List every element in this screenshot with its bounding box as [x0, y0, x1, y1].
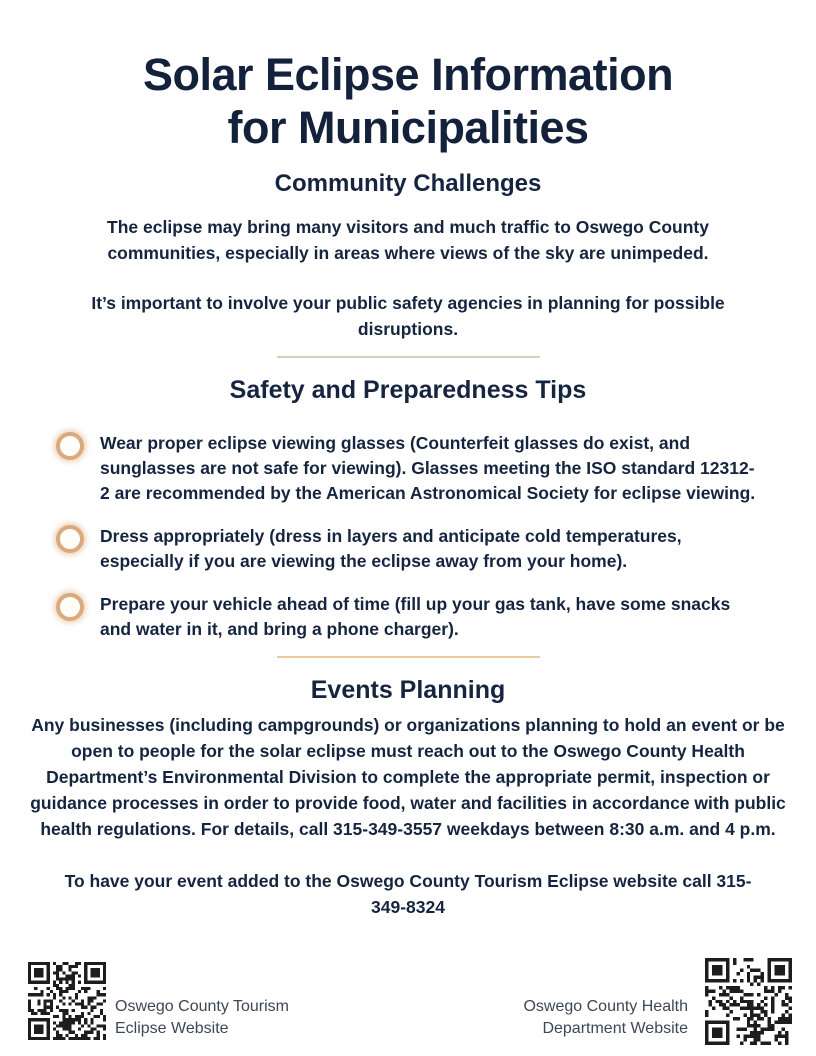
- events-planning-paragraph: Any businesses (including campgrounds) or organizations planning to hold an event or be open to people for the solar eclipse must reach out to the Oswego County Health Department’s Environmental Division to complete the appropriate permit, inspection or guidance processes in order to provide food, water and facilities in accordance with public health regulations. For details, call 315-349-3557 weekdays between 8:30 a.m. and 4 p.m.: [30, 715, 786, 839]
- section-heading-community-challenges: Community Challenges: [274, 170, 542, 197]
- page-title-line2: for Municipalities: [227, 102, 589, 153]
- bullet-circle-icon: [56, 593, 84, 621]
- section-heading-events-planning: Events Planning: [310, 676, 506, 704]
- section-divider: [277, 356, 540, 358]
- qr-caption-tourism-line2: Eclipse Website: [115, 1019, 229, 1037]
- page-title: [0, 0, 816, 154]
- section-divider: [277, 656, 540, 658]
- tip-text: Dress appropriately (dress in layers and anticipate cold temperatures, especially if you are viewing the eclipse away from your home).: [100, 526, 682, 571]
- bullet-circle-icon: [56, 525, 84, 553]
- list-item: [56, 592, 760, 642]
- bullet-circle-icon: [56, 432, 84, 460]
- page-title-line1: Solar Eclipse Information: [142, 49, 674, 100]
- safety-tips-list: [0, 431, 816, 642]
- qr-caption-health-line2: Department Website: [542, 1019, 688, 1037]
- qr-code-tourism-website: [28, 962, 106, 1040]
- qr-caption-health: [523, 996, 688, 1039]
- qr-caption-health-line1: Oswego County Health: [523, 998, 688, 1015]
- list-item: [56, 431, 760, 506]
- section-heading-safety-tips: Safety and Preparedness Tips: [229, 376, 587, 404]
- event-submission-cta: To have your event added to the Oswego County Tourism Eclipse website call 315-349-8324: [64, 871, 752, 917]
- list-item: [56, 524, 760, 574]
- tip-text: Prepare your vehicle ahead of time (fill up your gas tank, have some snacks and water in it, and bring a phone charger).: [100, 594, 731, 639]
- community-challenges-paragraph-1: The eclipse may bring many visitors and much traffic to Oswego County communities, especially in areas where views of the sky are unimpeded.: [107, 217, 709, 263]
- qr-caption-tourism: [115, 996, 289, 1039]
- qr-code-health-website: [705, 958, 792, 1045]
- qr-caption-tourism-line1: Oswego County Tourism: [115, 998, 289, 1015]
- tip-text: Wear proper eclipse viewing glasses (Counterfeit glasses do exist, and sunglasses are not safe for viewing). Glasses meeting the ISO standard 12312-2 are recommended by the American Astronomical Society for eclipse viewing.: [100, 433, 756, 503]
- community-challenges-paragraph-2: It’s important to involve your public safety agencies in planning for possible disruptions.: [91, 293, 725, 339]
